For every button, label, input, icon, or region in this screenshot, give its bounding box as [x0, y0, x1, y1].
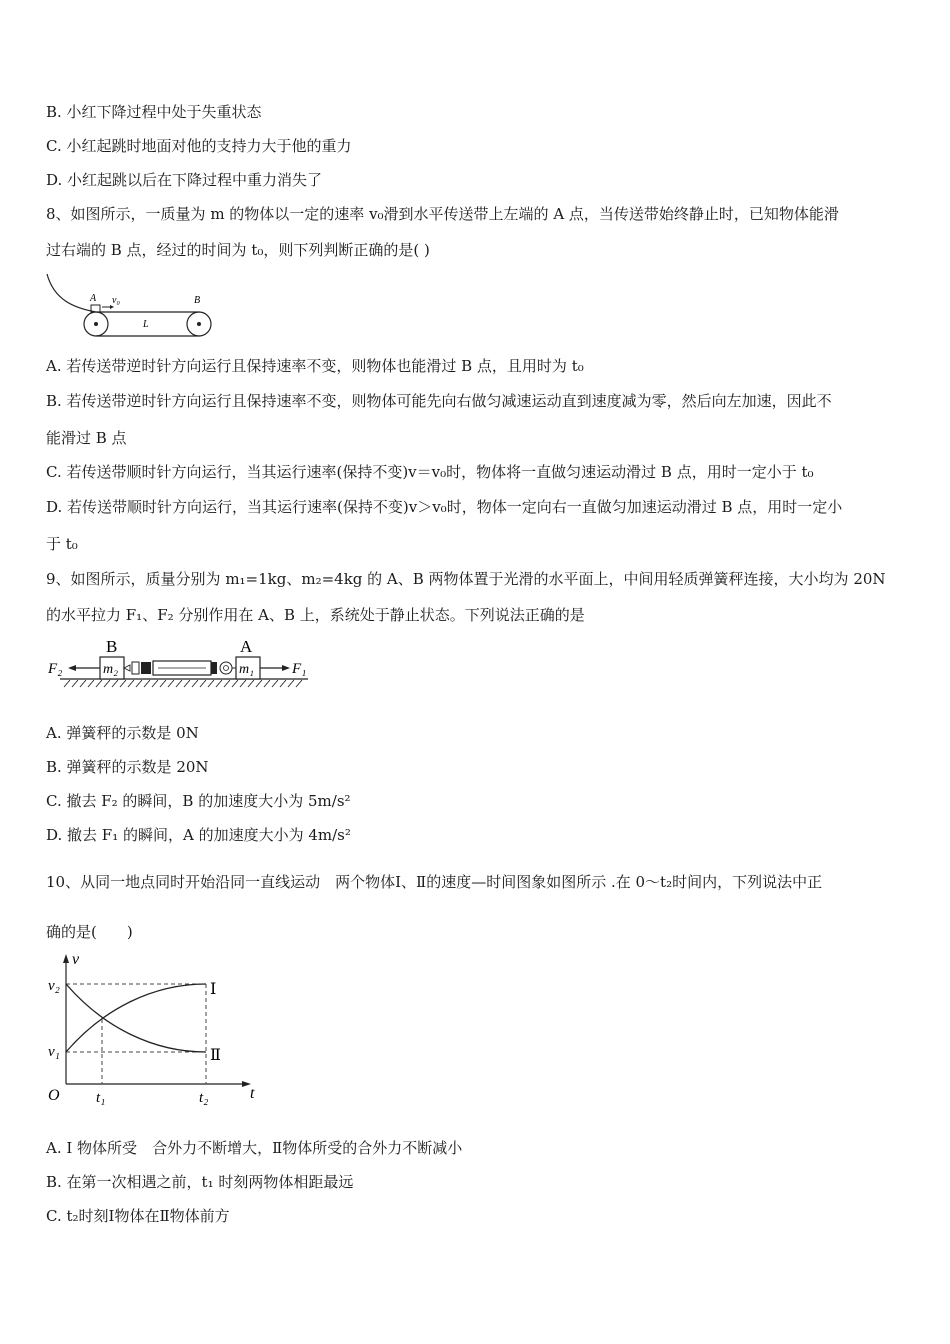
q10-option-b: B. 在第一次相遇之前，t₁ 时刻两物体相距最远 — [46, 1173, 354, 1191]
q7-option-b: B. 小红下降过程中处于失重状态 — [46, 103, 262, 121]
q9-option-d: D. 撤去 F₁ 的瞬间，A 的加速度大小为 4m/s² — [46, 826, 351, 844]
label-l: L — [143, 319, 149, 330]
q8-stem-line-1: 8、如图所示，一质量为 m 的物体以一定的速率 v₀滑到水平传送带上左端的 A 点，当传送带始终静止时，已知物体能滑 — [46, 205, 839, 223]
label-curve-i: Ⅰ — [210, 981, 217, 998]
label-f1: F₁ — [292, 661, 307, 677]
label-v0: v₀ — [112, 295, 120, 306]
spring-scale-figure — [46, 635, 316, 691]
label-curve-ii: Ⅱ — [210, 1047, 221, 1064]
label-t2: t₂ — [199, 1090, 209, 1106]
q8-stem-line-2: 过右端的 B 点，经过的时间为 t₀，则下列判断正确的是( ) — [46, 241, 430, 259]
q9-option-c: C. 撤去 F₂ 的瞬间，B 的加速度大小为 5m/s² — [46, 792, 351, 810]
q10-stem-line-2: 确的是( ) — [46, 923, 133, 941]
q8-option-b-line-1: B. 若传送带逆时针方向运行且保持速率不变，则物体可能先向右做匀减速运动直到速度减为零，然后向左加速，因此不 — [46, 392, 832, 410]
label-v2: v₂ — [48, 978, 60, 994]
q8-option-a: A. 若传送带逆时针方向运行且保持速率不变，则物体也能滑过 B 点，且用时为 t₀ — [46, 357, 584, 375]
label-a: A — [90, 293, 97, 304]
label-v1: v₁ — [48, 1044, 60, 1060]
q9-option-a: A. 弹簧秤的示数是 0N — [46, 724, 199, 742]
label-v: v — [72, 951, 80, 968]
label-b: B — [106, 637, 118, 656]
q9-option-b: B. 弹簧秤的示数是 20N — [46, 758, 209, 776]
label-origin: O — [48, 1087, 60, 1104]
label-b: B — [194, 295, 201, 306]
label-t1: t₁ — [96, 1090, 106, 1106]
q9-stem-line-1: 9、如图所示，质量分别为 m₁=1kg、m₂=4kg 的 A、B 两物体置于光滑的水平面上，中间用轻质弹簧秤连接，大小均为 20N — [46, 570, 886, 588]
q7-option-d: D. 小红起跳以后在下降过程中重力消失了 — [46, 171, 323, 189]
q8-option-d-line-1: D. 若传送带顺时针方向运行，当其运行速率(保持不变)v＞v₀时，物体一定向右一直做匀加速运动滑过 B 点，用时一定小 — [46, 498, 843, 516]
label-m1: m₁ — [239, 662, 254, 677]
q8-option-b-line-2: 能滑过 B 点 — [46, 429, 127, 447]
q10-option-c: C. t₂时刻Ⅰ物体在Ⅱ物体前方 — [46, 1207, 230, 1225]
q8-option-d-line-2: 于 t₀ — [46, 535, 78, 553]
q7-option-c: C. 小红起跳时地面对他的支持力大于他的重力 — [46, 137, 352, 155]
q10-stem-line-1: 10、从同一地点同时开始沿同一直线运动 两个物体Ⅰ、Ⅱ的速度—时间图象如图所示 .在 0～t₂时间内，下列说法中正 — [46, 873, 823, 891]
label-f2: F₂ — [48, 661, 63, 677]
label-a: A — [240, 637, 253, 656]
q9-stem-line-2: 的水平拉力 F₁、F₂ 分别作用在 A、B 上，系统处于静止状态。下列说法正确的是 — [46, 606, 585, 624]
velocity-time-graph — [44, 950, 264, 1110]
q10-option-a: A. Ⅰ 物体所受 合外力不断增大，Ⅱ物体所受的合外力不断减小 — [46, 1139, 463, 1157]
label-m2: m₂ — [103, 662, 118, 677]
conveyor-belt-figure — [44, 270, 219, 342]
q8-option-c: C. 若传送带顺时针方向运行，当其运行速率(保持不变)v＝v₀时，物体将一直做匀速运动滑过 B 点，用时一定小于 t₀ — [46, 463, 814, 481]
label-t: t — [250, 1085, 255, 1102]
